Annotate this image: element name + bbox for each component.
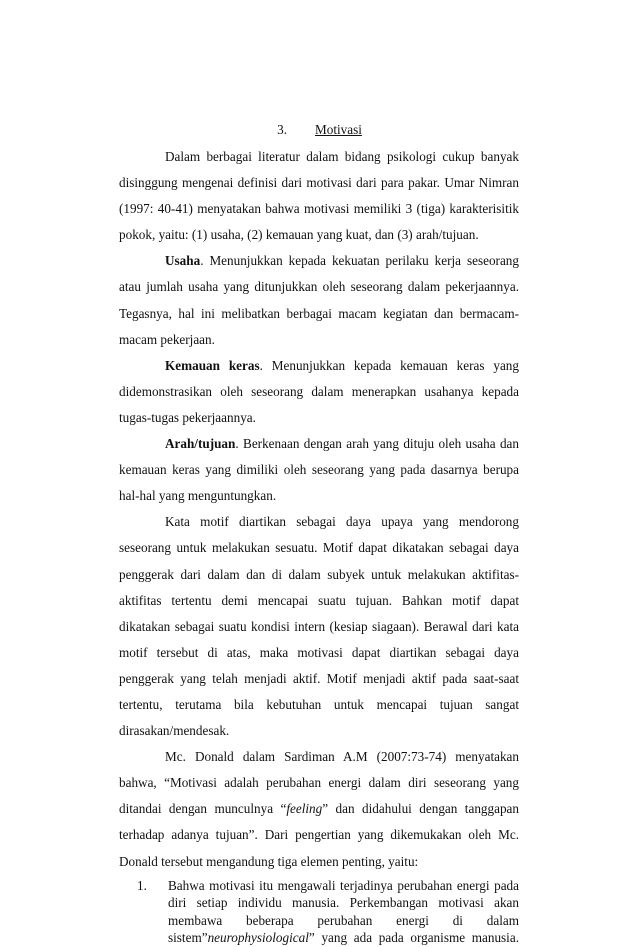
paragraph-text: . Menunjukkan kepada kekuatan perilaku kerja seseorang atau jumlah usaha yang ditunjukkan oleh seseorang dalam pekerjaannya. Tegasnya, hal ini melibatkan berbagai macam kegiatan dan bermacam-macam pekerjaan.	[119, 253, 519, 347]
paragraph-text: Kata motif diartikan sebagai daya upaya yang mendorong seseorang untuk melakukan sesuatu. Motif dapat dikatakan sebagai daya penggerak dari dalam dan di dalam subyek untuk melakukan aktifitas-aktifitas tertentu demi mencapai suatu tujuan. Bahkan motif dapat dikatakan sebagai suatu kondisi intern (kesiap siagaan). Berawal dari kata motif tersebut di atas, maka motivasi dapat diartikan sebagai daya penggerak yang telah menjadi aktif. Motif menjadi aktif pada saat-saat tertentu, terutama bila kebutuhan untuk mencapai tujuan sangat dirasakan/mendesak.	[119, 514, 519, 739]
term-arah-tujuan: Arah/tujuan	[165, 436, 236, 452]
list-item	[119, 877, 519, 947]
elements-list	[119, 877, 519, 947]
paragraph-mcdonald	[119, 744, 519, 874]
paragraph-text: . Berkenaan dengan arah yang dituju oleh usaha dan kemauan keras yang dimiliki oleh seseorang yang pada dasarnya berupa hal-hal yang menguntungkan.	[119, 436, 519, 504]
section-number: 3.	[277, 122, 287, 137]
paragraph-intro	[119, 144, 519, 248]
term-kemauan-keras: Kemauan keras	[165, 357, 260, 373]
list-text-part: ” yang ada pada organisme manusia.	[308, 930, 519, 946]
paragraph-text: Mc. Donald dalam Sardiman A.M (2007:73-74) menyatakan bahwa, “Motivasi adalah perubahan energi dalam diri seseorang yang ditandai dengan munculnya “	[119, 749, 519, 817]
paragraph-text: . Menunjukkan kepada kemauan keras yang didemonstrasikan oleh seseorang dalam menerapkan usahanya kepada tugas-tugas pekerjaannya.	[119, 357, 519, 425]
list-item-text	[168, 877, 519, 947]
body-text	[119, 144, 519, 947]
list-text-part: Bahwa motivasi itu mengawali terjadinya perubahan energi pada diri setiap individu manusia. Perkembangan motivasi akan membawa beberapa perubahan energi di dalam sistem”	[168, 877, 519, 946]
paragraph-usaha	[119, 248, 519, 352]
section-heading	[0, 122, 639, 138]
italic-feeling: feeling	[286, 801, 323, 817]
paragraph-text: ” dan didahului dengan tanggapan terhadap adanya tujuan”. Dari pengertian yang dikemukakan oleh Mc. Donald tersebut mengandung tiga elemen penting, yaitu:	[119, 801, 519, 869]
list-marker: 1.	[137, 877, 147, 893]
italic-neurophysiological: neurophysiological	[207, 930, 309, 946]
section-title: Motivasi	[315, 122, 362, 137]
term-usaha: Usaha	[165, 253, 201, 269]
paragraph-arah-tujuan	[119, 431, 519, 509]
paragraph-kata-motif	[119, 509, 519, 744]
paragraph-text: Dalam berbagai literatur dalam bidang psikologi cukup banyak disinggung mengenai definisi dari motivasi dari para pakar. Umar Nimran (1997: 40-41) menyatakan bahwa motivasi memiliki 3 (tiga) karakterisitik pokok, yaitu: (1) usaha, (2) kemauan yang kuat, dan (3) arah/tujuan.	[119, 149, 519, 243]
paragraph-kemauan-keras	[119, 353, 519, 431]
